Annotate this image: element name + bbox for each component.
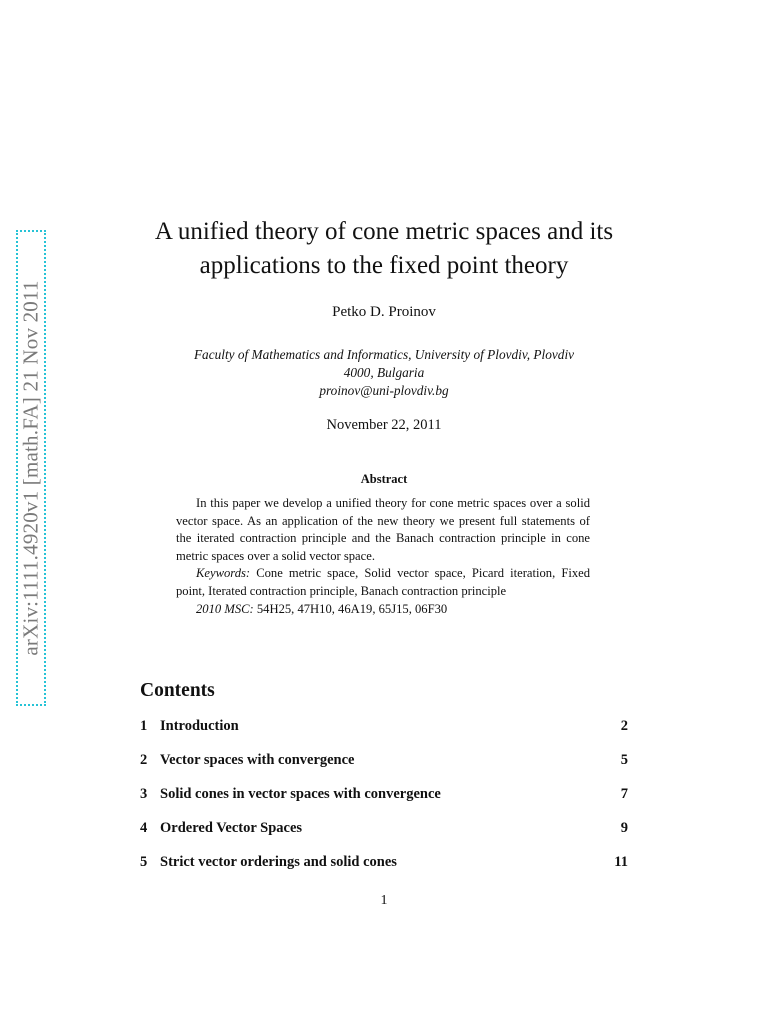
toc-entry-page: 2 (620, 718, 628, 734)
toc-entry-page: 11 (614, 854, 628, 870)
abstract-body (176, 495, 590, 618)
affiliation-line-1: Faculty of Mathematics and Informatics, University of Plovdiv, Plovdiv (193, 347, 575, 362)
abstract-text: In this paper we develop a unified theory for cone metric spaces over a solid vector space. As an application of the new theory we present full statements of the iterated contraction principle and the Banach contraction principle in cone metric spaces over a solid vector space. (176, 496, 590, 563)
toc-entry-title: Introduction (160, 718, 239, 734)
title-line-1: A unified theory of cone metric spaces and its (154, 218, 614, 245)
paper-title (0, 215, 768, 283)
affiliation (150, 346, 618, 400)
arxiv-stamp (16, 230, 46, 706)
toc-entry-introduction[interactable] (140, 718, 628, 752)
toc-entry-page: 7 (620, 786, 628, 802)
msc-paragraph (176, 601, 590, 619)
keywords-paragraph (176, 565, 590, 600)
contents-heading: Contents (140, 680, 215, 701)
table-of-contents (140, 718, 628, 888)
arxiv-stamp-text: arXiv:1111.4920v1 [math.FA] 21 Nov 2011 (18, 280, 43, 656)
keywords-text: Cone metric space, Solid vector space, Picard iteration, Fixed point, Iterated contraction principle, Banach contraction principle (176, 566, 591, 598)
toc-entry-number: 4 (140, 820, 148, 836)
abstract-heading: Abstract (360, 472, 408, 486)
toc-entry-solid-cones[interactable] (140, 786, 628, 820)
toc-entry-number: 2 (140, 752, 148, 768)
toc-entry-title: Ordered Vector Spaces (160, 820, 303, 836)
page-number: 1 (380, 893, 388, 908)
toc-entry-number: 1 (140, 718, 148, 734)
toc-entry-number: 5 (140, 854, 148, 870)
keywords-label: Keywords: (196, 566, 251, 581)
title-line-2: applications to the fixed point theory (199, 252, 569, 279)
author-name: Petko D. Proinov (332, 304, 436, 320)
toc-entry-strict-orderings[interactable] (140, 854, 628, 888)
toc-entry-title: Vector spaces with convergence (160, 752, 355, 768)
toc-entry-page: 9 (620, 820, 628, 836)
toc-entry-number: 3 (140, 786, 148, 802)
toc-entry-page: 5 (620, 752, 628, 768)
author-email: proinov@uni-plovdiv.bg (319, 383, 449, 398)
toc-entry-title: Solid cones in vector spaces with convergence (160, 786, 441, 802)
toc-entry-title: Strict vector orderings and solid cones (160, 854, 397, 870)
paper-date: November 22, 2011 (326, 417, 442, 433)
toc-entry-ordered-vector-spaces[interactable] (140, 820, 628, 854)
affiliation-line-2: 4000, Bulgaria (343, 365, 425, 380)
msc-codes: 54H25, 47H10, 46A19, 65J15, 06F30 (256, 601, 448, 616)
toc-entry-vector-spaces[interactable] (140, 752, 628, 786)
msc-label: 2010 MSC: (196, 601, 254, 616)
